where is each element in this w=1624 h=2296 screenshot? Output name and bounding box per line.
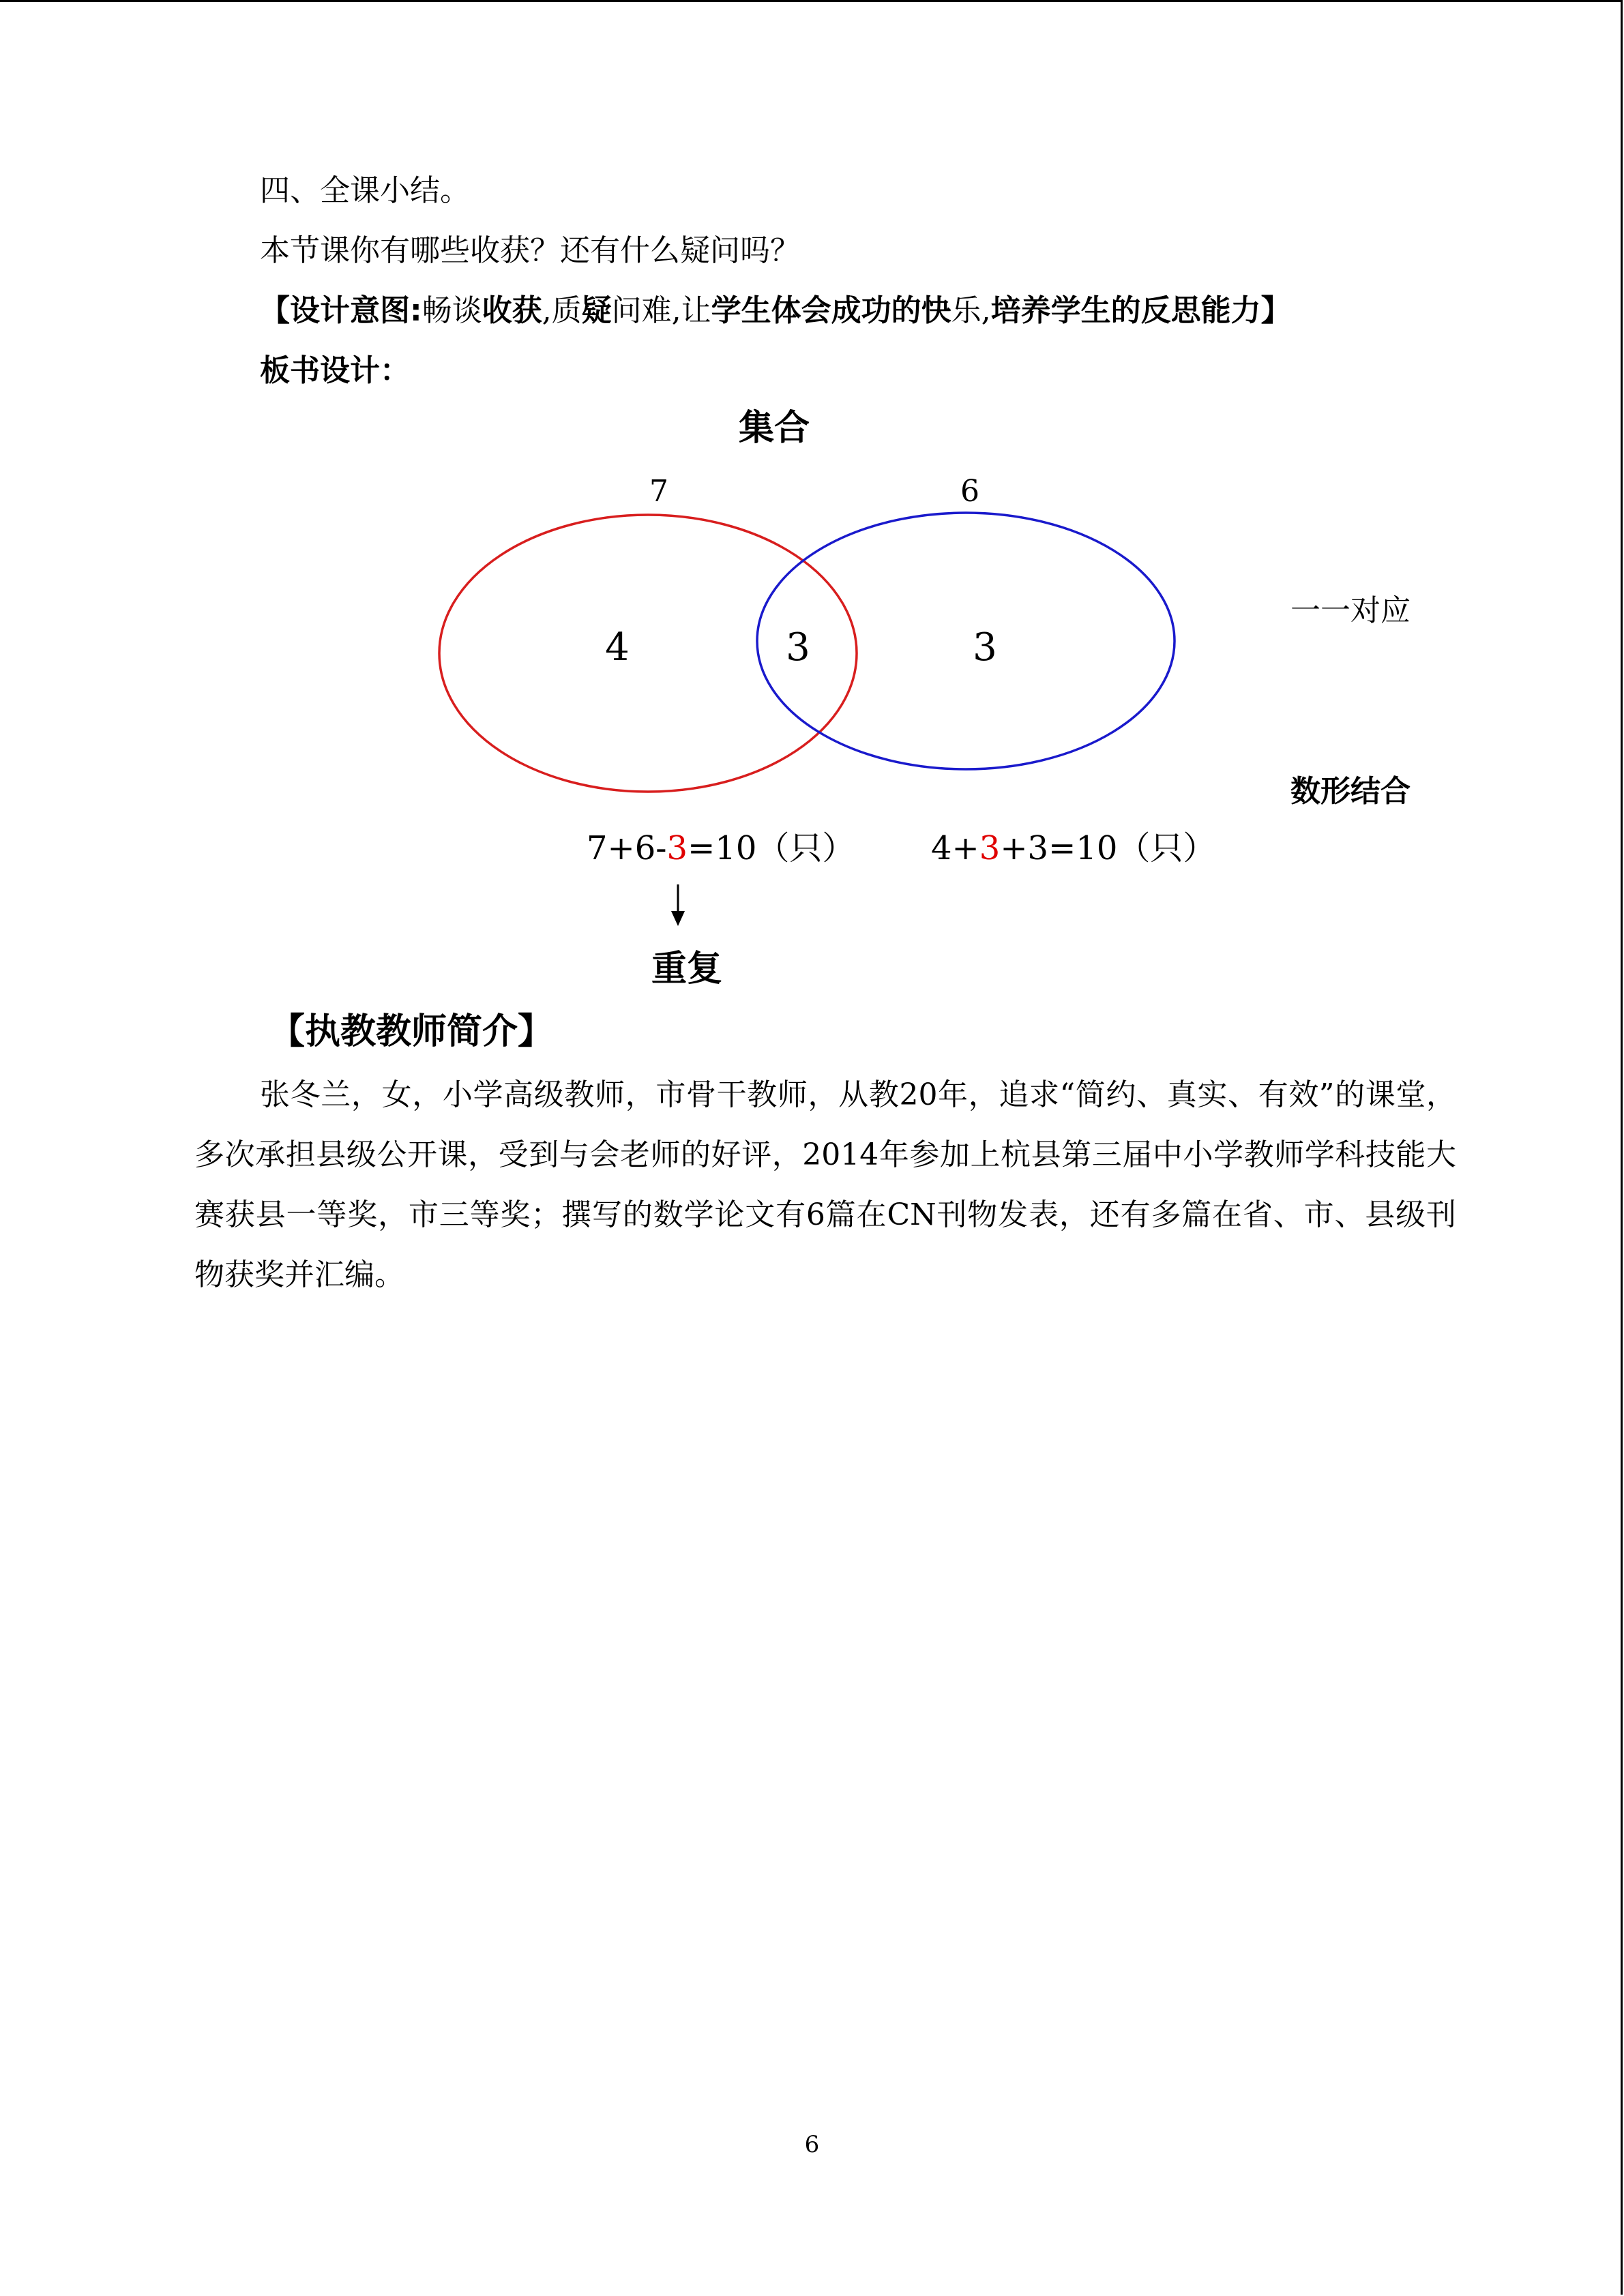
number-shape-label: 数形结合	[1290, 774, 1411, 809]
section-heading: 四、全课小结。	[260, 173, 470, 208]
right-only-count: 3	[973, 625, 997, 670]
reflection-question: 本节课你有哪些收获？还有什么疑问吗？	[260, 233, 800, 268]
board-design-label: 板书设计：	[260, 353, 410, 388]
design-intent-label: 【设计意图	[260, 293, 410, 328]
left-set-count: 7	[649, 474, 668, 509]
teacher-heading: 【执教教师简介】	[269, 1011, 554, 1052]
down-arrow-icon	[671, 911, 685, 926]
design-intent: 【设计意图:畅谈收获,质疑问难,让学生体会成功的快乐,培养学生的反思能力】	[260, 293, 1291, 328]
diagram-title: 集合	[738, 408, 810, 449]
left-only-count: 4	[605, 625, 630, 670]
equation-add: 4+3+3=10（只）	[931, 829, 1216, 867]
right-set-count: 6	[960, 474, 979, 509]
teacher-bio: 张冬兰，女，小学高级教师，市骨干教师，从教20年，追求“简约、真实、有效”的课堂，多次承担县级公开课，受到与会老师的好评，2014年参加上杭县第三届中小学教师学科技能大赛获县一等奖，市三等奖；撰写的数学论文有6篇在CN刊物发表，还有多篇在省、市、县级刊物获奖并汇编。	[194, 1077, 1456, 1292]
page-number: 6	[804, 2131, 820, 2158]
overlap-count: 3	[786, 625, 810, 670]
one-to-one-label: 一一对应	[1290, 593, 1411, 628]
equation-subtract: 7+6-3=10（只）	[587, 829, 855, 867]
repeat-label: 重复	[651, 949, 723, 989]
